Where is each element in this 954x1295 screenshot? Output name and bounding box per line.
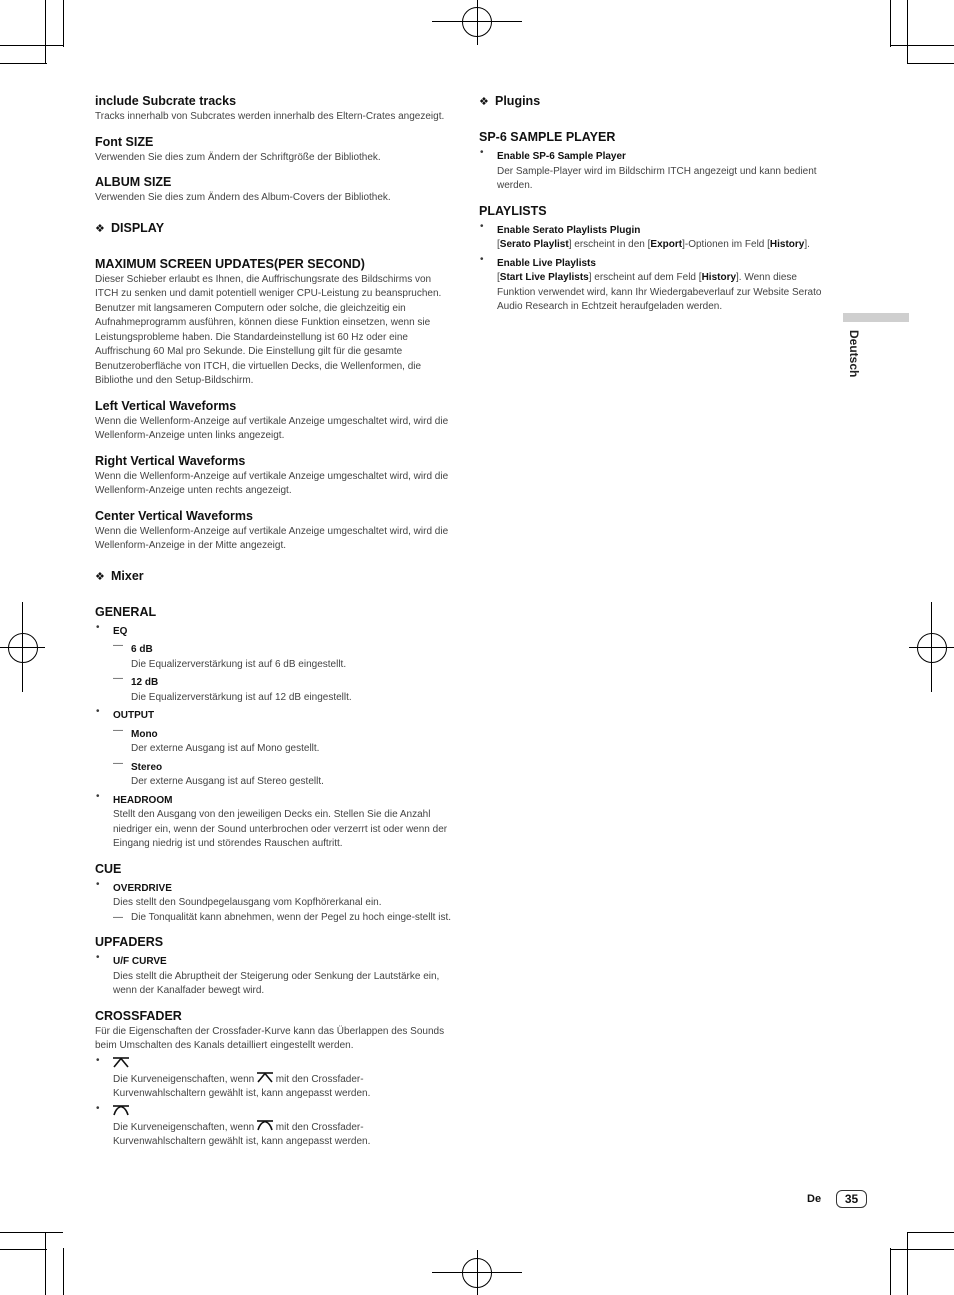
language-tab-bar	[843, 313, 909, 322]
sp6-title: SP-6 SAMPLE PLAYER	[479, 130, 616, 144]
album-size-text: Verwenden Sie dies zum Ändern des Album-Covers der Bibliothek.	[95, 192, 391, 203]
list-item	[95, 1054, 455, 1072]
bullet-icon: •	[96, 706, 100, 717]
left-vw-title: Left Vertical Waveforms	[95, 398, 237, 413]
general-title: GENERAL	[95, 604, 157, 619]
mixer-heading: ❖ Mixer	[95, 568, 144, 583]
include-subcrate-section	[95, 93, 455, 125]
crossfader-text: Für die Eigenschaften der Crossfader-Kurve kann das Überlappen des Sounds beim Umschalten des Kanals detailliert eingestellt werden.	[95, 1025, 445, 1051]
sp6-text: Der Sample-Player wird im Bildschirm ITCH angezeigt und kann bedient werden.	[497, 165, 817, 191]
live-playlists-text: [Start Live Playlists] erscheint auf dem Feld [History]. Wenn diese Funktion verwendet wird, kann Ihr Wiedergabeverlauf zur Website Serato Audio Research in Echtzeit heraufgeladen werden.	[497, 272, 822, 312]
diamond-icon: ❖	[479, 96, 489, 108]
upfaders-section	[95, 934, 455, 999]
headroom-text: Stellt den Ausgang von den jeweiligen Decks ein. Stellen Sie die Anzahl niedriger ein, wenn der Sound unterbrochen oder verzerrt ist oder wenn der Eingang niedrig ist und störendes Rauschen auftritt.	[113, 809, 448, 849]
font-size-title: Font SIZE	[95, 134, 154, 149]
list-item: — Mono	[113, 724, 158, 740]
bullet-icon: •	[480, 147, 484, 158]
eq-6db-text: Die Equalizerverstärkung ist auf 6 dB eingestellt.	[131, 658, 347, 670]
right-vw-title: Right Vertical Waveforms	[95, 453, 246, 468]
album-size-section	[95, 174, 455, 206]
bullet-icon: •	[96, 790, 100, 802]
center-vw-section	[95, 508, 455, 554]
upfaders-title: UPFADERS	[95, 935, 164, 949]
page-number: 35	[836, 1190, 867, 1208]
serato-playlists-text: [Serato Playlist] erscheint in den [Export]-Optionen im Feld [History].	[497, 239, 810, 250]
left-vw-text: Wenn die Wellenform-Anzeige auf vertikale Anzeige umgeschaltet wird, wird die Wellenform-Anzeige unten links angezeigt.	[95, 415, 449, 441]
general-section	[95, 604, 455, 852]
list-item: • U/F CURVE	[96, 952, 167, 967]
font-size-section	[95, 134, 455, 166]
list-item: • Enable Live Playlists	[480, 253, 596, 269]
playlists-section	[479, 203, 831, 315]
cue-title: CUE	[95, 861, 122, 876]
eq-12db-text: Die Equalizerverstärkung ist auf 12 dB eingestellt.	[131, 691, 352, 703]
list-item	[95, 1102, 455, 1120]
output-stereo-text: Der externe Ausgang ist auf Stereo gestellt.	[131, 776, 324, 787]
sp6-section	[479, 129, 831, 194]
language-code: De	[807, 1193, 822, 1205]
list-item: — 12 dB	[113, 673, 159, 688]
overdrive-note: Die Tonqualität kann abnehmen, wenn der Pegel zu hoch einge-stellt ist.	[131, 911, 452, 923]
diamond-icon: ❖	[95, 222, 105, 235]
max-updates-section	[95, 256, 455, 389]
playlists-title: PLAYLISTS	[479, 203, 547, 218]
list-item: — 6 dB	[113, 640, 153, 655]
crossfader-curve-icon	[113, 1057, 129, 1068]
cue-section	[95, 861, 455, 926]
dash-icon: —	[113, 911, 123, 923]
left-column	[95, 93, 455, 1159]
max-updates-text: Dieser Schieber erlaubt es Ihnen, die Auffrischungsrate des Bildschirms von ITCH zu senken und damit potentiell weniger CPU-Leistung zu beanspruchen. Benutzer mit langsameren Computern oder solche, die gleichzeitig ein Aufnahmeprogramm ausführen, können diese Funktion einsetzen, wenn sie Leistungsprobleme haben. Die Standardeinstellung ist 60 Hz oder eine Auffrischung 60 Mal pro Sekunde. Die Einstellung gilt für die gesamte Benutzeroberfläche von ITCH, die virtuellen Decks, die Wellenformen, die Bibliothe und den Setup-Bildschirm.	[95, 273, 442, 386]
crossfader-item-text: Die Kurveneigenschaften, wenn mit den Crossfader-Kurvenwahlschaltern gewählt ist, kann angepasst werden.	[113, 1121, 371, 1147]
font-size-text: Verwenden Sie dies zum Ändern der Schriftgröße der Bibliothek.	[95, 151, 381, 163]
overdrive-text: Dies stellt den Soundpegelausgang vom Kopfhörerkanal ein.	[113, 897, 382, 908]
dash-icon: —	[113, 724, 123, 736]
bullet-icon: •	[96, 621, 100, 633]
list-item: • Enable Serato Playlists Plugin	[480, 220, 641, 236]
bullet-icon: •	[480, 253, 484, 265]
album-size-title: ALBUM SIZE	[95, 175, 172, 189]
right-vw-text: Wenn die Wellenform-Anzeige auf vertikale Anzeige umgeschaltet wird, wird die Wellenform-Anzeige unten rechts angezeigt.	[95, 470, 449, 496]
dash-icon: —	[113, 757, 123, 769]
bullet-icon: •	[96, 1102, 100, 1114]
list-item: — Stereo	[113, 757, 163, 773]
max-updates-title: MAXIMUM SCREEN UPDATES(PER SECOND)	[95, 256, 365, 271]
include-subcrate-text: Tracks innerhalb von Subcrates werden innerhalb des Eltern-Crates angezeigt.	[95, 111, 445, 122]
list-item	[95, 911, 455, 926]
crossfader-curve-icon	[257, 1120, 273, 1131]
bullet-icon: •	[96, 1054, 100, 1066]
diamond-icon: ❖	[95, 570, 105, 583]
language-tab-label: Deutsch	[847, 330, 861, 378]
list-item: • HEADROOM	[96, 790, 173, 806]
crossfader-item-text: Die Kurveneigenschaften, wenn mit den Crossfader-Kurvenwahlschaltern gewählt ist, kann angepasst werden.	[113, 1073, 371, 1099]
bullet-icon: •	[96, 952, 100, 963]
crossfader-title: CROSSFADER	[95, 1008, 182, 1023]
list-item: • OVERDRIVE	[96, 878, 172, 894]
crossfader-curve-icon	[257, 1072, 273, 1083]
crossfader-section	[95, 1008, 455, 1150]
crossfader-curve-icon	[113, 1105, 129, 1116]
list-item: • OUTPUT	[96, 706, 155, 721]
include-subcrate-title: include Subcrate tracks	[95, 94, 237, 108]
bullet-icon: •	[480, 220, 484, 232]
dash-icon: —	[113, 640, 123, 651]
left-vw-section	[95, 398, 455, 444]
bullet-icon: •	[96, 878, 100, 890]
center-vw-text: Wenn die Wellenform-Anzeige auf vertikale Anzeige umgeschaltet wird, wird die Wellenform-Anzeige in der Mitte angezeigt.	[95, 525, 449, 551]
right-column	[479, 93, 831, 324]
list-item: • EQ	[96, 621, 128, 637]
right-vw-section	[95, 453, 455, 499]
output-mono-text: Der externe Ausgang ist auf Mono gestellt.	[131, 743, 320, 754]
list-item: • Enable SP-6 Sample Player	[480, 147, 626, 162]
center-vw-title: Center Vertical Waveforms	[95, 508, 253, 523]
plugins-heading: ❖ Plugins	[479, 94, 541, 108]
dash-icon: —	[113, 673, 123, 684]
uf-curve-text: Dies stellt die Abruptheit der Steigerung oder Senkung der Lautstärke ein, wenn der Kanalfader bewegt wird.	[113, 970, 440, 996]
display-heading: ❖ DISPLAY	[95, 220, 165, 235]
